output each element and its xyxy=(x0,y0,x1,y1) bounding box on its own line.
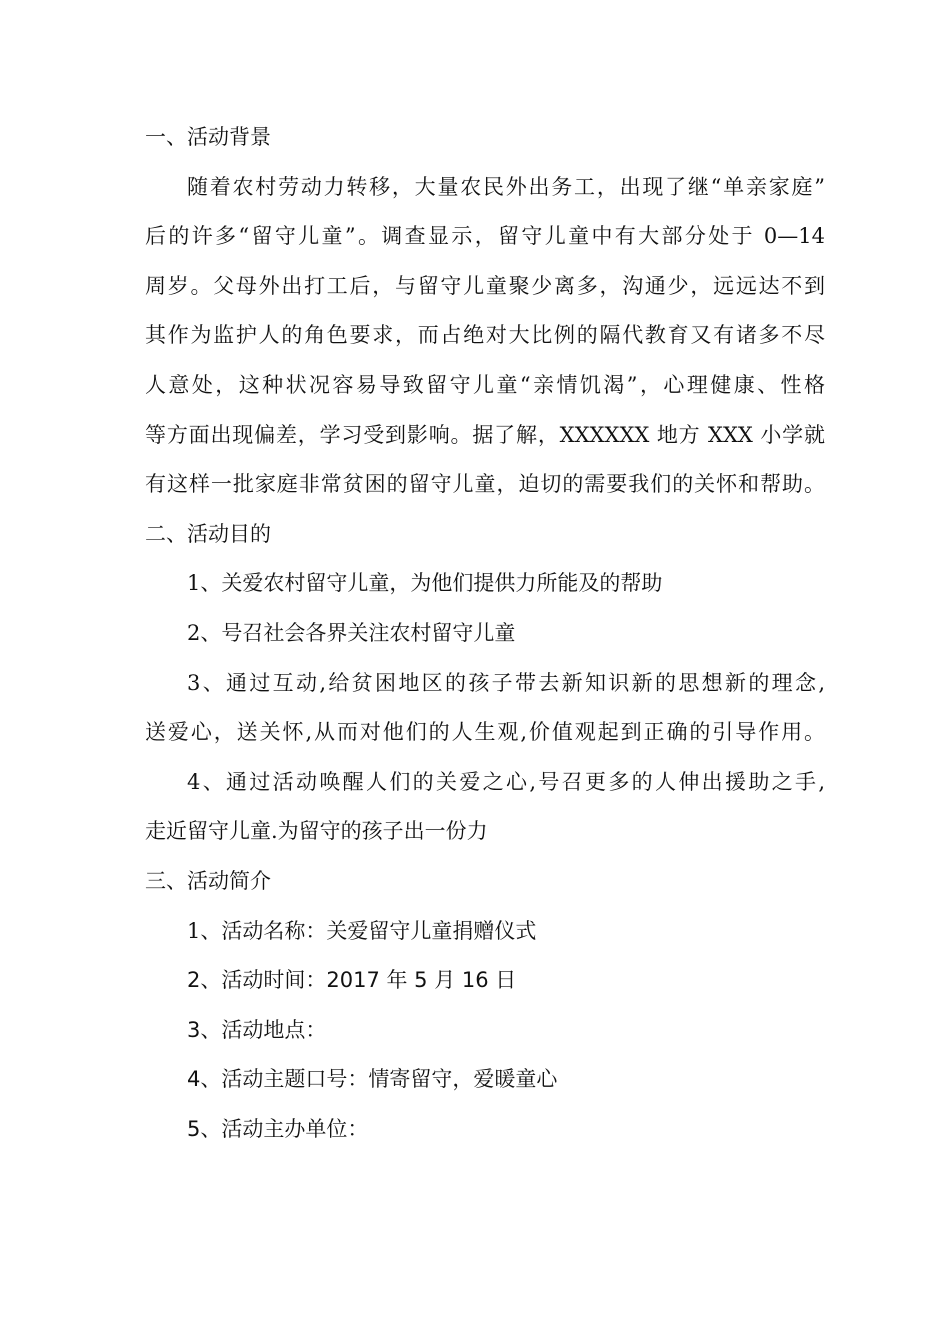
purpose-item-4-line-2: 走近留守儿童.为留守的孩子出一份力 xyxy=(145,819,488,844)
section-heading-background: 一、活动背景 xyxy=(145,125,271,149)
purpose-item-1: 1、关爱农村留守儿童，为他们提供力所能及的帮助 xyxy=(187,571,663,596)
section-heading-purpose: 二、活动目的 xyxy=(145,521,271,546)
purpose-item-3-line-2: 送爱心，送关怀,从而对他们的人生观,价值观起到正确的引导作用。 xyxy=(145,720,825,745)
background-paragraph-line: 后的许多“留守儿童”。调查显示，留守儿童中有大部分处于 0—14 xyxy=(145,224,825,249)
document-body xyxy=(145,113,825,1154)
overview-item-location: 3、活动地点： xyxy=(187,1017,327,1042)
overview-item-slogan: 4、活动主题口号：情寄留守，爱暖童心 xyxy=(187,1067,558,1092)
purpose-item-4-line-1: 4、通过活动唤醒人们的关爱之心,号召更多的人伸出援助之手, xyxy=(187,769,825,794)
overview-item-organizer: 5、活动主办单位： xyxy=(187,1116,369,1141)
overview-item-time: 2、活动时间：2017 年 5 月 16 日 xyxy=(187,968,517,993)
background-paragraph-line: 等方面出现偏差，学习受到影响。据了解，XXXXXX 地方 XXX 小学就 xyxy=(145,422,825,447)
purpose-item-2: 2、号召社会各界关注农村留守儿童 xyxy=(187,620,516,645)
section-heading-overview: 三、活动简介 xyxy=(145,868,271,893)
background-paragraph-line: 随着农村劳动力转移，大量农民外出务工，出现了继“单亲家庭” xyxy=(187,174,825,199)
background-paragraph-line: 周岁。父母外出打工后，与留守儿童聚少离多，沟通少，远远达不到 xyxy=(145,273,825,298)
background-paragraph-line: 有这样一批家庭非常贫困的留守儿童，迫切的需要我们的关怀和帮助。 xyxy=(145,472,825,497)
purpose-item-3-line-1: 3、通过互动,给贫困地区的孩子带去新知识新的思想新的理念, xyxy=(187,670,825,695)
overview-item-name: 1、活动名称：关爱留守儿童捐赠仪式 xyxy=(187,918,537,943)
background-paragraph-line: 人意处，这种状况容易导致留守儿童“亲情饥渴”，心理健康、性格 xyxy=(145,372,825,397)
background-paragraph-line: 其作为监护人的角色要求，而占绝对大比例的隔代教育又有诸多不尽 xyxy=(145,323,825,348)
